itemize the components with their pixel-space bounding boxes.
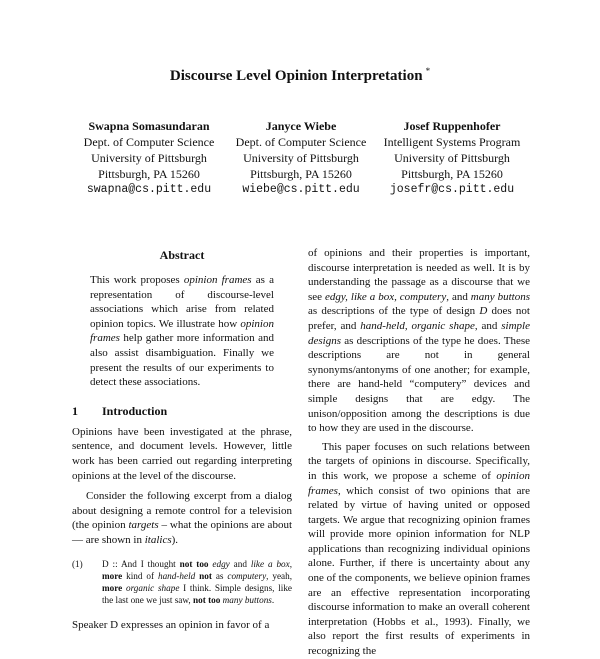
- ex-bold: more: [102, 582, 123, 593]
- author-dept: Dept. of Computer Science: [83, 135, 215, 149]
- example-label: (1): [72, 558, 83, 569]
- ex-seg: , yeah,: [266, 570, 292, 581]
- text-emph: opinion frames: [308, 469, 530, 497]
- right-paragraph-1: [308, 246, 530, 436]
- section-number: 1: [72, 403, 78, 418]
- abstract-emph: opinion frames: [183, 274, 252, 286]
- ex-seg: and: [229, 558, 251, 569]
- ex-bold: not too: [193, 594, 221, 605]
- right-paragraph-2: [308, 440, 530, 659]
- text-seg: of opinions and their properties is important, discourse interpretation is needed as well. It is by understanding the passage as a discourse that we see: [308, 247, 530, 303]
- text-seg: ).: [171, 533, 179, 546]
- text-emph: simple designs: [308, 319, 530, 347]
- intro-paragraph-3: Speaker D expresses an opinion in favor of a: [72, 618, 270, 631]
- title-text: Discourse Level Opinion Interpretation: [169, 68, 423, 84]
- ex-italic: edgy: [212, 558, 230, 569]
- ex-seg: ,: [289, 558, 293, 569]
- text-emph: many buttons: [470, 290, 530, 303]
- text-seg: , which consist of two opinions that are related by virtue of having united or opposed targets. We argue that recognizing opinion frames will provide more opinion information for NLP applications than recognizing individual opinions alone. Further, if there is uncertainty about any one of the components, we believe opinion frames are an effective representation incorporating discourse information to make an overall coherent interpretation (Hobbs et al., 1993). Finally, we also report the first results of experiments in recognizing the: [308, 484, 530, 658]
- text-seg: , and: [474, 319, 502, 332]
- ex-seg: kind of: [122, 570, 158, 581]
- text-seg: as descriptions of the type of design: [308, 305, 480, 318]
- ex-bold: more: [102, 570, 123, 581]
- author-1: [64, 118, 234, 198]
- ex-italic: computery: [227, 570, 267, 581]
- ex-italic: like a box: [250, 558, 290, 569]
- author-3: [367, 118, 537, 198]
- right-column: [308, 246, 530, 659]
- abstract-seg: as a representation of discourse-level associations which arise from related opinion topics. We illustrate how: [90, 274, 274, 330]
- title-footnote-mark: *: [425, 66, 431, 76]
- example-1: [72, 558, 292, 606]
- ex-bold: not too: [179, 558, 209, 569]
- intro-paragraph-1: Opinions have been investigated at the phrase, sentence, and document levels. However, little work has been carried out regarding interpreting opinions at the level of the discourse.: [72, 425, 292, 482]
- text-seg: does not prefer, and: [308, 305, 530, 332]
- ex-seg: D :: And I thought: [102, 558, 180, 569]
- ex-seg: as: [211, 570, 228, 581]
- ex-seg: I think. Simple designs, like the last one we just saw,: [102, 582, 292, 605]
- example-text: [102, 558, 292, 606]
- ex-italic: many buttons: [222, 594, 272, 605]
- abstract-text: [90, 273, 274, 390]
- section-title: Introduction: [102, 403, 168, 418]
- author-univ: University of Pittsburgh: [394, 151, 510, 165]
- ex-italic: organic shape: [125, 582, 180, 593]
- abstract-seg: This work proposes: [90, 274, 184, 286]
- text-emph: italics: [144, 533, 172, 546]
- author-2: [216, 118, 386, 198]
- text-emph: targets: [128, 519, 159, 532]
- text-seg: , and: [446, 290, 471, 303]
- intro-paragraph-2: [72, 489, 292, 547]
- abstract-heading: Abstract: [159, 248, 205, 262]
- author-univ: University of Pittsburgh: [91, 151, 207, 165]
- author-city: Pittsburgh, PA 15260: [401, 167, 503, 181]
- abstract-emph: opinion frames: [90, 317, 274, 345]
- ex-italic: hand-held: [157, 570, 196, 581]
- ex-seg: .: [271, 594, 275, 605]
- text-emph: D: [479, 305, 488, 318]
- author-email: josefr@cs.pitt.edu: [389, 183, 515, 196]
- text-seg: as descriptions of the type he does. These descriptions are not in general synonyms/antonyms of one another; for example, there are hand-held “computery” devices and simple designs that are edgy. The unison/opposition among the descriptions is due to how they are used in the discourse.: [308, 334, 530, 435]
- author-dept: Intelligent Systems Program: [383, 135, 521, 149]
- text-emph: hand-held, organic shape: [360, 319, 475, 332]
- section-heading-introduction: [72, 404, 292, 419]
- author-name: Swapna Somasundaran: [88, 119, 210, 133]
- text-seg: Consider the following excerpt from a dialog about designing a remote control for a television (the opinion: [72, 490, 292, 532]
- text-seg: – what the opinions are about — are shown in: [72, 519, 292, 546]
- author-univ: University of Pittsburgh: [243, 151, 359, 165]
- author-email: swapna@cs.pitt.edu: [86, 183, 212, 196]
- author-dept: Dept. of Computer Science: [235, 135, 367, 149]
- author-name: Janyce Wiebe: [265, 119, 337, 133]
- author-name: Josef Ruppenhofer: [403, 119, 501, 133]
- left-column: [72, 246, 292, 632]
- ex-bold: not: [199, 570, 212, 581]
- author-city: Pittsburgh, PA 15260: [250, 167, 352, 181]
- abstract-seg: help gather more information and also assist disambiguation. Finally we present the results of our experiments to detect these associations.: [90, 332, 274, 389]
- author-email: wiebe@cs.pitt.edu: [242, 183, 360, 196]
- author-city: Pittsburgh, PA 15260: [98, 167, 200, 181]
- text-emph: edgy, like a box, computery: [325, 290, 447, 303]
- text-seg: This paper focuses on such relations between the targets of opinions in discourse. Specifically, in this work, we propose a scheme of: [308, 440, 530, 482]
- paper-title: [0, 66, 600, 85]
